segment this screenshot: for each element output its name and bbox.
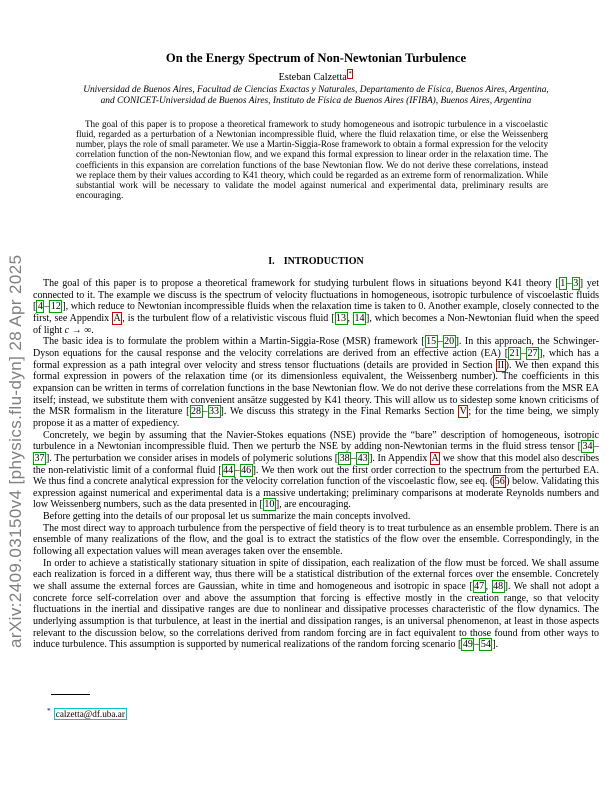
affiliation-line-2: and CONICET-Universidad de Buenos Aires, Instituto de Física de Buenos Aires (IFIBA), Buenos Aires, Argentina (100, 96, 532, 107)
citation-link[interactable]: 20 (444, 336, 455, 348)
affiliation (33, 85, 599, 107)
ref-link[interactable]: V (459, 406, 467, 418)
section-number: I. (268, 256, 275, 267)
citation-link[interactable]: 47 (474, 581, 485, 593)
citation-link[interactable]: 4 (37, 301, 43, 313)
paragraph: Concretely, we begin by assuming that the Navier-Stokes equations (NSE) provide the “bare” description of homogeneous, isotropic turbulence in a Newtonian incompressible fluid. Then we perturb the NSE by adding non-Newtonian terms in the fluid stress tensor [ 34 –37 ]. The perturbation we consider arises in models of polymeric solutions [ 38 – 43 ]. In Appendix A we show that this model also describes the non-relativistic limit of a conformal fluid [ 44 – 46 ]. We then work out the first order correction to the spectrum from the perturbed EA. We thus find a concrete analytical expression for the velocity correlation function of the viscoelastic flow, see eq. ( 56 ) below. Validating this expression against numerical and experimental data is a massive undertaking; preliminary comparisons at moderate Reynolds numbers and low Weissenberg numbers, such as the data presented in [ 10 ], are encouraging. (33, 429, 600, 511)
arxiv-watermark: arXiv:2409.03150v4 [physics.flu-dyn] 28 Apr 2025 (6, 254, 25, 648)
citation-link[interactable]: 27 (527, 347, 538, 359)
citation-link[interactable]: 33 (209, 406, 220, 418)
footnote-rule (51, 694, 90, 695)
citation-link[interactable]: 14 (354, 312, 365, 324)
citation-link[interactable]: 1 (560, 278, 566, 289)
paper-title: On the Energy Spectrum of Non-Newtonian Turbulence (165, 51, 467, 65)
citation-link[interactable]: 43 (357, 452, 368, 464)
paragraph: The basic idea is to formulate the problem within a Martin-Siggia-Rose (MSR) framework [ 15 – 20 ]. In this approach, the Schwinger-Dyson equations for the causal response and the velocity correlations are derived from an effective action (EA) [ 21 – 27 ], which has a formal expression as a path integral over velocity and stress tensor fluctuations (details are provided in Section II ). We then expand this formal expression in powers of the relaxation time (or its dimensionless equivalent, the Weissenberg number). The coefficients in this expansion can be written in terms of correlation functions in the base Newtonian flow. We do not derive these correlations from the MSR EA itself; instead, we substitute them with convenient ansätze suggested by K41 theory. This will allow us to sidestep some known criticisms of the MSR formalism in the literature [ 28 – 33 ]. We discuss this strategy in the Final Remarks Section V ; for the time being, we simply propose it as a matter of expediency. (33, 336, 599, 429)
citation-link[interactable]: 13 (336, 312, 347, 324)
author-footnote-marker-link[interactable]: * (348, 69, 352, 78)
affiliation-line-1: Universidad de Buenos Aires, Facultad de Ciencias Exactas y Naturales, Departamento de Física, Buenos Aires, Argentina, (83, 85, 549, 95)
citation-link[interactable]: 49 (462, 639, 473, 651)
citation-link[interactable]: 15 (426, 336, 437, 348)
author-line (33, 69, 599, 83)
section-title: INTRODUCTION (283, 256, 364, 267)
paragraph: Before getting into the details of our proposal let us summarize the main concepts involved. (43, 511, 411, 523)
ref-link[interactable]: 56 (494, 476, 505, 488)
author-name: Esteban Calzetta (278, 72, 347, 83)
paragraph: The goal of this paper is to propose a theoretical framework for studying turbulent flows in situations beyond K41 theory [ 1 – 3 ] yet connected to it. The example we discuss is the spectrum of velocity fluctuations in homogeneous, isotropic turbulence of viscoelastic fluids [ 4 – 12 ], which reduce to Newtonian incompressible fluids when the relaxation time is taken to 0. Another example, closely connected to the first, see Appendix A , is the turbulent flow of a relativistic viscous fluid [ 13 , 14 ], which becomes a Non-Newtonian fluid when the speed of light c → ∞. (33, 278, 600, 336)
citation-link[interactable]: 48 (493, 581, 504, 593)
citation-link[interactable]: 34 (582, 441, 593, 453)
citation-link[interactable]: 37 (34, 452, 45, 464)
footnote (47, 706, 127, 719)
introduction-body (33, 278, 599, 651)
citation-link[interactable]: 10 (264, 499, 275, 511)
citation-link[interactable]: 3 (573, 278, 579, 289)
ref-link[interactable]: II (497, 359, 505, 371)
citation-link[interactable]: 54 (480, 639, 491, 651)
citation-link[interactable]: 28 (191, 406, 202, 418)
citation-link[interactable]: 38 (339, 452, 350, 464)
abstract: The goal of this paper is to propose a theoretical framework to study homogeneous and isotropic turbulence in a viscoelastic fluid, regarded as a perturbation of a Newtonian incompressible fluid, where the fluid relaxation time, or else the Weissenberg number, plays the role of small parameter. We use a Martin-Siggia-Rose framework to obtain a formal expression for the velocity correlation function of the non-Newtonian flow, and we expand this formal expression to linear order in the relaxation time. The coefficients in this expansion are correlation functions of the base Newtonian flow. We do not derive these correlations, instead we replace them by their values according to K41 theory, which could be regarded as an extreme form of renormalization. While substantial work will be necessary to validate the model against numerical and experimental data, preliminary results are encouraging. (76, 119, 548, 201)
ref-link[interactable]: A (431, 452, 439, 464)
ref-link[interactable]: A (113, 312, 121, 324)
paragraph: In order to achieve a statistically stationary situation in spite of dissipation, each realization of the flow must be forced. We shall assume each realization is forced in a different way, thus there will be a statistical distribution of the external forces over the ensemble. Concretely we shall assume the external forces are Gaussian, white in time and homogeneous and isotropic in space [ 47 , 48 ]. We shall not adopt a concrete force self-correlation over and above the assumption that forcing is effective mostly in the creation range, so that velocity fluctuations in the inertial and dissipative ranges are due to nonlinear and dissipative processes characteristic of the flow dynamics. The underlying assumption is that turbulence, at least in the inertial and dissipation ranges, is an universal phenomenon, at least in those aspects relevant to the discussion below, so the correlations derived from random forcing are in fact equivalent to those found from other ways to induce turbulence. This assumption is supported by numerical realizations of the random forcing scenario [ 49 – 54 ]. (33, 557, 600, 651)
citation-link[interactable]: 21 (509, 347, 520, 359)
citation-link[interactable]: 44 (223, 464, 234, 476)
citation-link[interactable]: 46 (241, 464, 252, 476)
footnote-marker: * (47, 706, 51, 715)
math-variable: c (64, 324, 70, 336)
section-heading (33, 256, 599, 267)
citation-link[interactable]: 12 (50, 301, 61, 313)
email-link[interactable]: calzetta@df.uba.ar (55, 709, 125, 720)
paragraph: The most direct way to approach turbulence from the perspective of field theory is to treat turbulence as an ensemble problem. There is an ensemble of many realizations of the flow, and the goal is to extract the statistics of the flow over the ensemble. Correspondingly, in the following all expectation values will mean averages taken over the ensemble. (33, 522, 599, 558)
